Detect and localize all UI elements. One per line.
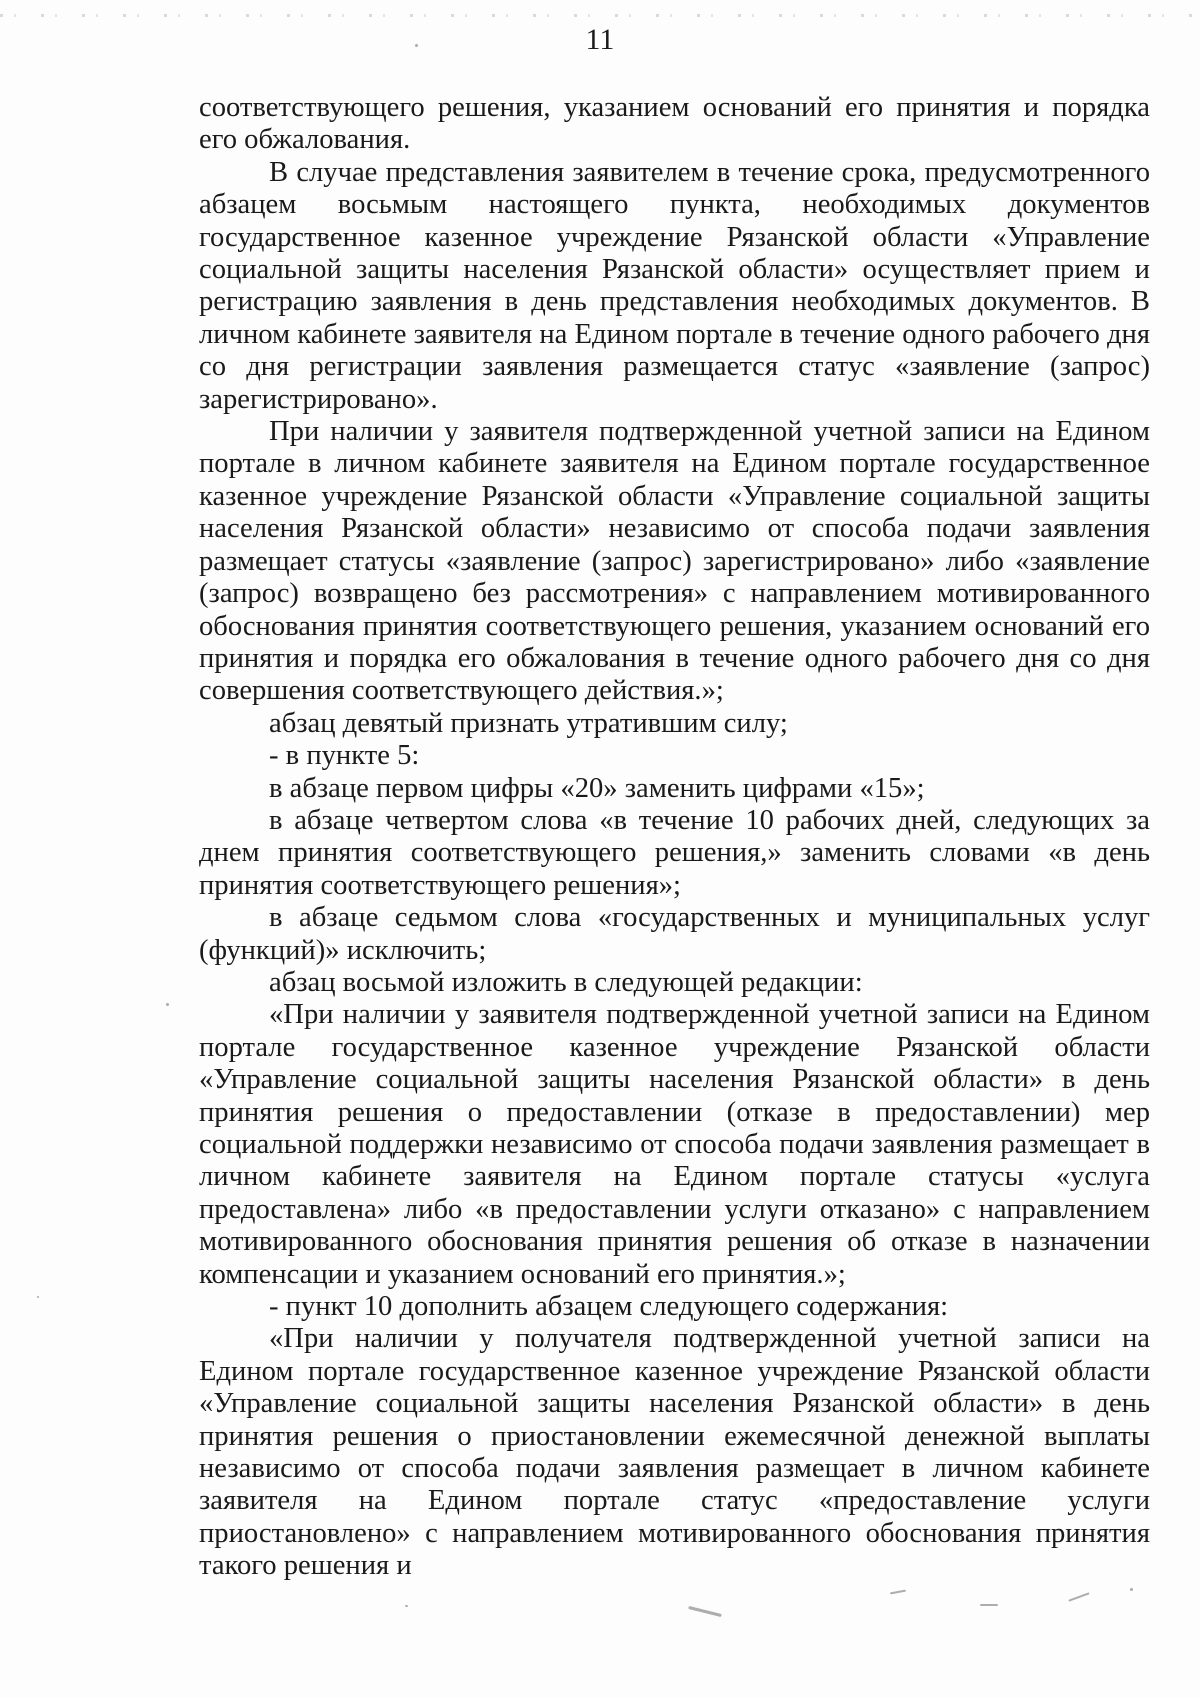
paragraph: в абзаце седьмом слова «государственных и муниципальных услуг (функций)» исключить; [199, 902, 1150, 966]
paragraph: абзац девятый признать утратившим силу; [269, 707, 788, 739]
scan-speck [415, 44, 418, 47]
scan-speck [166, 1003, 169, 1006]
paragraph: - пункт 10 дополнить абзацем следующего содержания: [269, 1291, 949, 1323]
scan-speck [37, 1296, 39, 1298]
paragraph: в абзаце первом цифры «20» заменить цифрами «15»; [269, 772, 925, 804]
paragraph: «При наличии у заявителя подтвержденной учетной записи на Едином портале государственное казенное учреждение Рязанской области «Управление социальной защиты населения Рязанской области» в день принятия решения о предоставлении (отказе в предоставлении) мер социальной поддержки независимо от способа подачи заявления размещает в личном кабинете заявителя на Едином портале статусы «услуга предоставлена» либо «в предоставлении услуги отказано» с направлением мотивированного обоснования принятия решения об отказе в назначении компенсации и указанием оснований его принятия.»; [199, 999, 1150, 1290]
paragraph: При наличии у заявителя подтвержденной учетной записи на Едином портале в личном кабинете заявителя на Едином портале государственное казенное учреждение Рязанской области «Управление социальной защиты населения Рязанской области» независимо от способа подачи заявления размещает статусы «заявление (запрос) зарегистрировано» либо «заявление (запрос) возвращено без рассмотрения» с направлением мотивированного обоснования принятия соответствующего решения, указанием оснований его принятия и порядка его обжалования в течение одного рабочего дня со дня совершения соответствующего действия.»; [199, 416, 1150, 707]
paragraph: соответствующего решения, указанием оснований его принятия и порядка его обжалования. [199, 92, 1150, 156]
paragraph: В случае представления заявителем в течение срока, предусмотренного абзацем восьмым настоящего пункта, необходимых документов государственное казенное учреждение Рязанской области «Управление социальной защиты населения Рязанской области» осуществляет прием и регистрацию заявления в день представления необходимых документов. В личном кабинете заявителя на Едином портале в течение одного рабочего дня со дня регистрации заявления размещается статус «заявление (запрос) зарегистрировано». [199, 156, 1150, 415]
paragraph: абзац восьмой изложить в следующей редакции: [269, 966, 863, 998]
scan-speck [405, 1605, 408, 1607]
scan-speck [890, 1590, 906, 1595]
scan-speck [688, 1606, 722, 1617]
paragraph: в абзаце четвертом слова «в течение 10 рабочих дней, следующих за днем принятия соответствующего решения,» заменить словами «в день принятия соответствующего решения»; [199, 804, 1150, 901]
document-body [199, 92, 1150, 1583]
page-number: 11 [585, 23, 615, 56]
scan-speck [980, 1604, 998, 1606]
scan-artifact-top [0, 14, 1200, 17]
scan-speck [1130, 1588, 1133, 1591]
paragraph: - в пункте 5: [269, 740, 420, 772]
paragraph: «При наличии у получателя подтвержденной учетной записи на Едином портале государственное казенное учреждение Рязанской области «Управление социальной защиты населения Рязанской области» в день принятия решения о приостановлении ежемесячной денежной выплаты независимо от способа подачи заявления размещает в личном кабинете заявителя на Едином портале статус «предоставление услуги приостановлено» с направлением мотивированного обоснования принятия такого решения и [199, 1323, 1150, 1582]
scan-speck [1068, 1592, 1089, 1601]
